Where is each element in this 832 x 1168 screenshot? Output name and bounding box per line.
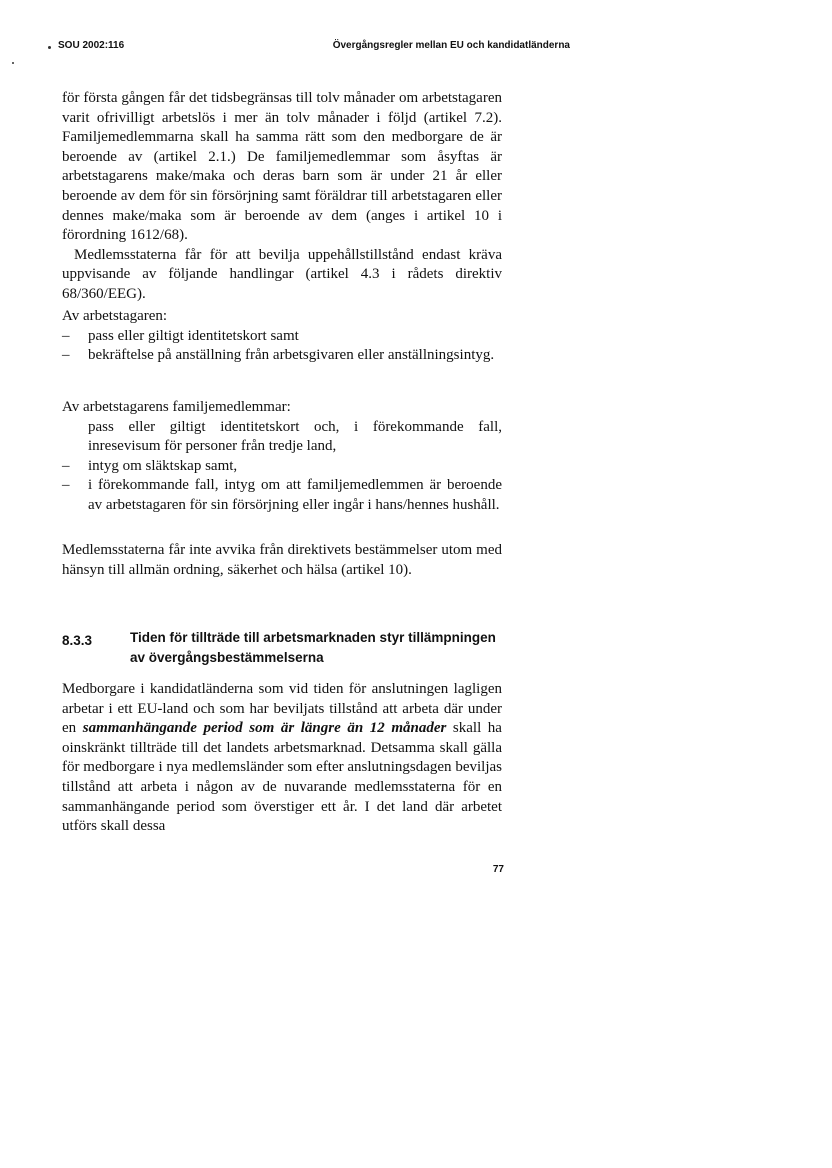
list-dash: – [62, 327, 70, 344]
running-header [58, 40, 570, 54]
list-dash: – [62, 457, 70, 474]
emphasis-text: sammanhängande period som är längre än 12 månader [82, 720, 447, 737]
list-intro: Av arbetstagarens familjemedlemmar: [62, 399, 291, 415]
page-number: 77 [492, 864, 504, 875]
paragraph-labour-market-access [62, 680, 502, 837]
scan-speck [12, 62, 14, 64]
paragraph-derogation: Medlemsstaterna får inte avvika från direktivets bestämmelser utom med hänsyn till allmän ordning, säkerhet och hälsa (artikel 10). [62, 542, 502, 578]
list-item-text: i förekommande fall, intyg om att familjemedlemmen är beroende av arbetstagaren för sin försörjning eller ingår i hans/hennes hushåll. [88, 477, 502, 513]
list-dash: – [62, 347, 70, 364]
list-dash: – [62, 477, 70, 494]
header-chapter-title: Övergångsregler mellan EU och kandidatländerna [332, 40, 570, 51]
paragraph-family-rights: för första gången får det tidsbegränsas till tolv månader om arbetstagaren varit ofrivilligt arbetslös i mer än tolv månader i följd (artikel 7.2). Familjemedlemmarna skall ha samma rätt som den medborgare de är beroende av (artikel 2.1.) De familjemedlemmar som åsyftas är arbetstagarens make/maka och deras barn som är under 21 år eller beroende av dem för sin försörjning samt föräldrar till arbetstagaren eller dennes make/maka som är beroende av dem (anges i artikel 10 i förordning 1612/68). [62, 90, 502, 244]
worker-documents-list [62, 307, 502, 366]
text-run: Medborgare i kandidatländerna som vid tiden för anslutningen lagligen arbetar i ett EU-land och som har beviljats tillstånd att arbeta där under en [62, 681, 502, 737]
list-item-text: pass eller giltigt identitetskort samt [88, 327, 299, 344]
list-intro: Av arbetstagaren: [62, 308, 168, 324]
list-item-text: intyg om släktskap samt, [88, 457, 238, 474]
list-item-text: pass eller giltigt identitetskort och, i förekommande fall, inresevisum för personer från tredje land, [88, 418, 502, 455]
section-number: 8.3.3 [62, 633, 93, 648]
list-item-text: bekräftelse på anställning från arbetsgivaren eller anställningsintyg. [88, 347, 495, 364]
family-documents-list [62, 398, 502, 516]
body-text-bottom [62, 680, 502, 837]
scan-speck [48, 46, 51, 49]
paragraph-residence-documents: Medlemsstaterna får för att bevilja uppehållstillstånd endast kräva uppvisande av följande handlingar (artikel 4.3 i rådets direktiv 68/360/EEG). [62, 246, 502, 302]
list-item [62, 327, 502, 347]
text-run: skall ha oinskränkt tillträde till det landets arbetsmarknad. Detsamma skall gälla för medborgare i nya medlemsländer som efter anslutningsdagen beviljas tillstånd att arbeta i någon av de nuvarande medlemsstaterna för en sammanhängande period som överstiger ett år. I det land där arbetet utförs skall dessa [62, 720, 502, 835]
list-item [62, 418, 502, 457]
list-item [62, 457, 502, 477]
body-text-top [62, 89, 502, 305]
header-document-id: SOU 2002:116 [58, 40, 125, 51]
body-text-middle [62, 541, 502, 580]
list-item [62, 476, 502, 515]
list-item [62, 346, 502, 366]
section-title: Tiden för tillträde till arbetsmarknaden styr tillämpningen av övergångsbestämmelserna [130, 630, 496, 665]
